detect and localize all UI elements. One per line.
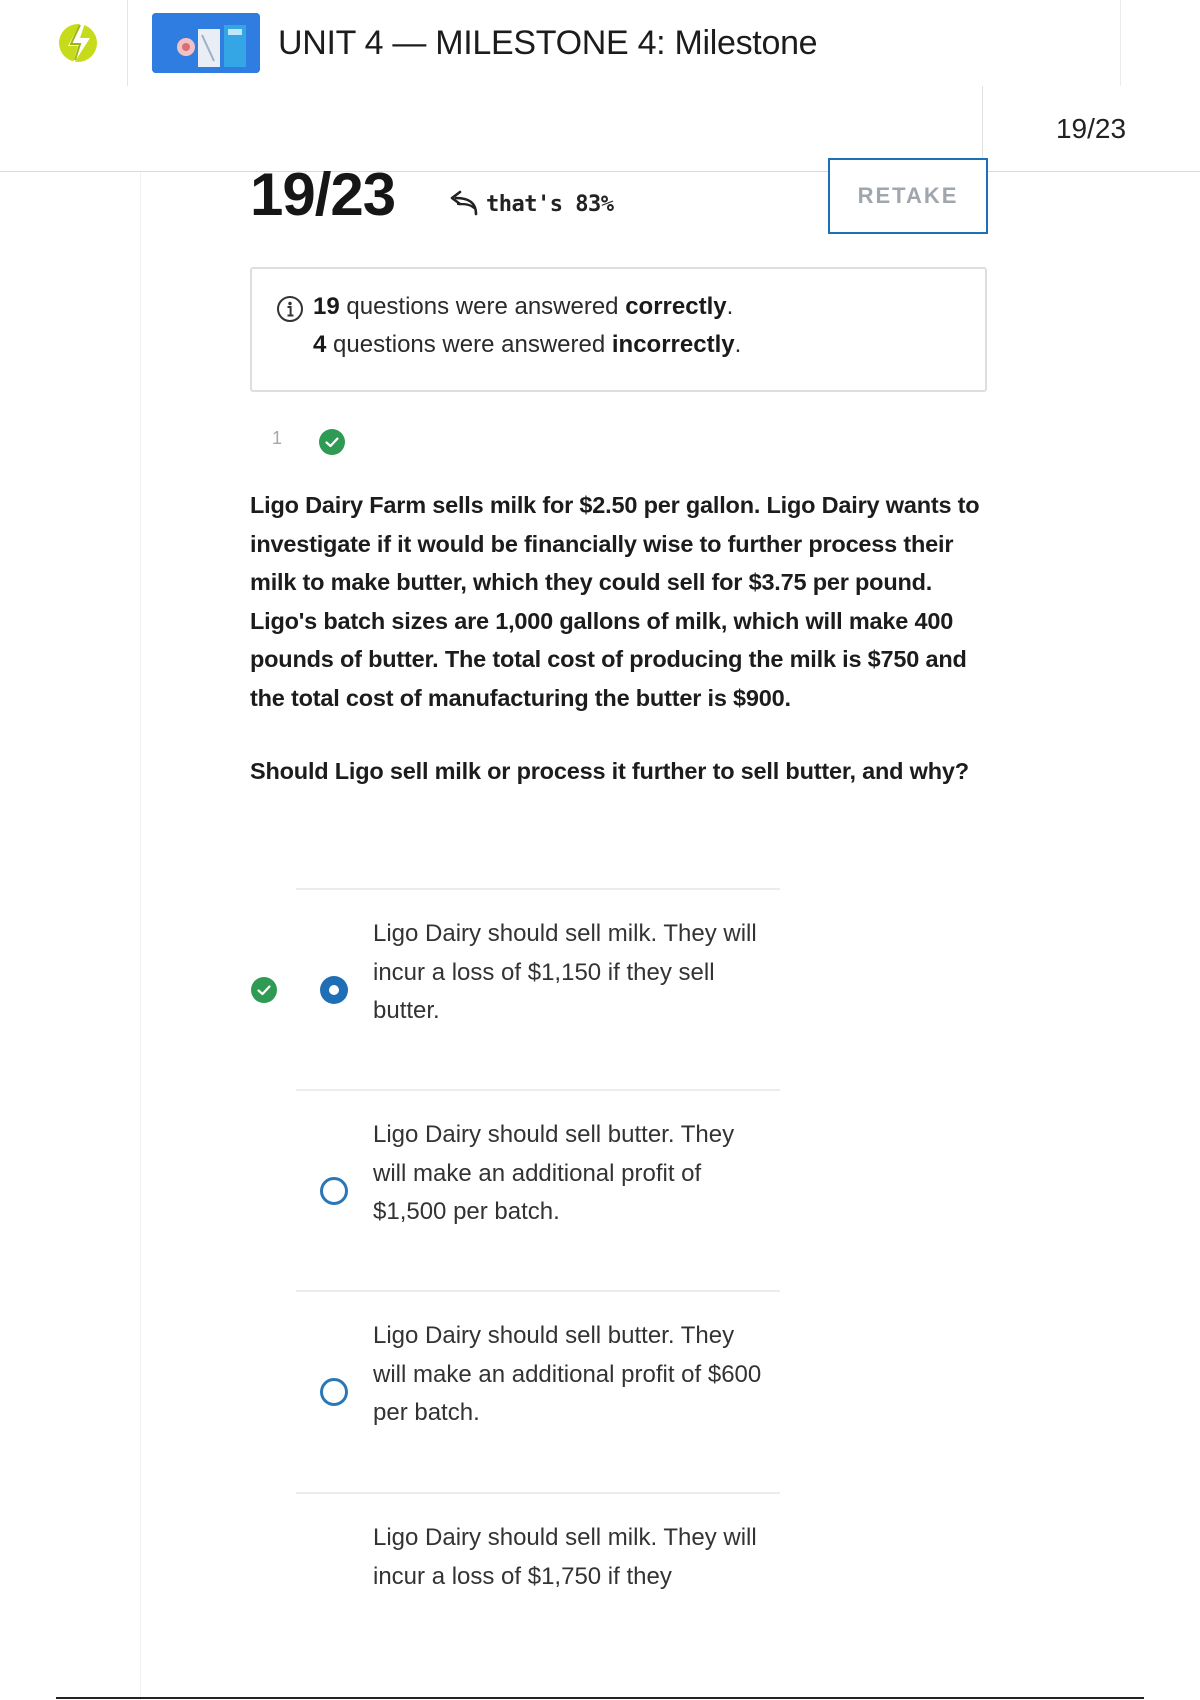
score-bar [0,86,1200,172]
option-label-3[interactable]: Ligo Dairy should sell butter. They will make an additional profit of $600 per batch. [373,1322,762,1426]
option-radio-1[interactable] [320,976,348,1004]
app-header [0,0,1200,86]
results-summary-box [250,267,987,392]
correct-summary-text: questions were answered [339,293,626,320]
incorrect-summary-text: questions were answered [326,331,612,358]
logo-cell [0,0,128,86]
left-gutter-line [140,172,141,1700]
question-prompt: Should Ligo sell milk or process it further to sell butter, and why? [250,758,969,784]
option-radio-3[interactable] [320,1378,348,1406]
score-bar-count: 19/23 [1055,113,1127,144]
question-number: 1 [272,428,283,448]
curved-arrow-icon [446,190,480,218]
retake-button[interactable]: RETAKE [828,158,988,234]
option-label-4[interactable]: Ligo Dairy should sell milk. They will incur a loss of $1,750 if they [373,1524,757,1590]
option-divider [296,888,780,890]
info-icon [276,295,304,323]
option-divider [296,1089,780,1091]
percentage-note: that's 83% [486,192,614,217]
page-title: UNIT 4 — MILESTONE 4: Milestone [278,24,818,62]
option-label-2[interactable]: Ligo Dairy should sell butter. They will make an additional profit of $1,500 per batch. [373,1121,735,1225]
incorrect-summary-period: . [734,331,742,358]
option-divider [296,1492,780,1494]
incorrect-word: incorrectly [611,331,735,358]
big-score: 19/23 [250,161,396,228]
correct-count: 19 [313,293,340,320]
correct-answer-check-icon [250,976,278,1004]
sophia-logo-icon[interactable] [56,16,100,70]
header-divider [1120,0,1121,86]
incorrect-summary-line [313,331,741,359]
correct-check-icon [318,428,346,456]
option-radio-2[interactable] [320,1177,348,1205]
bottom-rule [56,1697,1144,1699]
correct-summary-line [313,293,733,321]
incorrect-count: 4 [313,331,327,358]
option-divider [296,1290,780,1292]
correct-word: correctly [625,293,727,320]
correct-summary-period: . [726,293,734,320]
option-label-1[interactable]: Ligo Dairy should sell milk. They will incur a loss of $1,150 if they sell butter. [373,920,757,1024]
question-body: Ligo Dairy Farm sells milk for $2.50 per gallon. Ligo Dairy wants to investigate if it would be financially wise to further process their milk to make butter, which they could sell for $3.75 per pound. Ligo's batch sizes are 1,000 gallons of milk, which will make 400 pounds of butter. The total cost of producing the milk is $750 and the total cost of manufacturing the butter is $900. [250,492,980,711]
unit-illustration-icon [152,13,260,73]
